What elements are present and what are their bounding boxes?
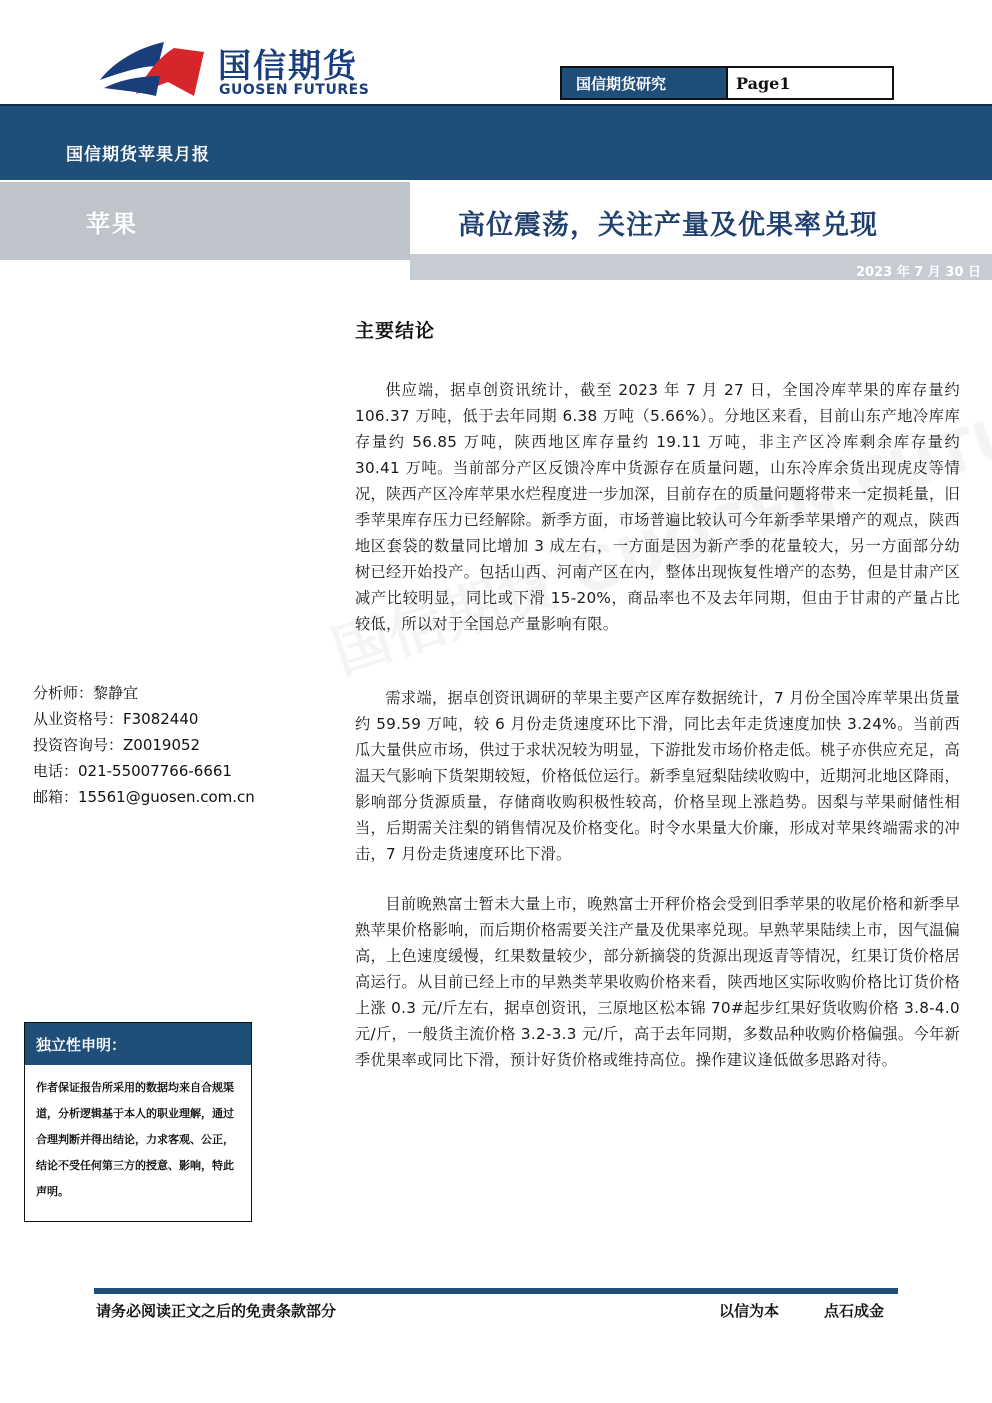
analyst-qualification: 从业资格号：F3082440 bbox=[33, 710, 199, 728]
footer-disclaimer: 请务必阅读正文之后的免责条款部分 bbox=[96, 1302, 337, 1320]
footer-slogan-1: 以信为本 bbox=[719, 1302, 780, 1320]
logo-english-name: GUOSEN FUTURES bbox=[219, 82, 370, 98]
section-heading: 主要结论 bbox=[355, 320, 436, 342]
independence-title: 独立性申明： bbox=[36, 1036, 127, 1054]
paragraph-supply: 供应端，据卓创资讯统计，截至 2023 年 7 月 27 日，全国冷库苹果的库存量约 106.37 万吨，低于去年同期 6.38 万吨（5.66%）。分地区来看，目前山东产地冷库库存量约 56.85 万吨，陕西地区库存量约 19.11 万吨，非主产区冷库剩余库存量约 30.41 万吨。当前部分产区反馈冷库中货源存在质量问题，山东冷库余货出现虎皮等情况，陕西产区冷库苹果水烂程度进一步加深，目前存在的质量问题将带来一定损耗量，旧季苹果库存压力已经解除。新季方面，市场普遍比较认可今年新季苹果增产的观点，陕西地区套袋的数量同比增加 3 成左右，一方面是因为新产季的花量较大，另一方面部分幼树已经开始投产。包括山西、河南产区在内，整体出现恢复性增产的态势，但是甘肃产区减产比较明显，同比或下滑 15-20%，商品率也不及去年同期，但由于甘肃的产量占比较低，所以对于全国总产量影响有限。 bbox=[355, 381, 960, 633]
analyst-name: 分析师：黎静宜 bbox=[33, 684, 139, 702]
analyst-email[interactable]: 邮箱：15561@guosen.com.cn bbox=[33, 788, 255, 806]
report-name: 国信期货苹果月报 bbox=[66, 145, 210, 165]
meta-box bbox=[560, 66, 894, 100]
page-number: 1 bbox=[779, 73, 791, 93]
paragraph-outlook: 目前晚熟富士暂未大量上市，晚熟富士开秤价格会受到旧季苹果的收尾价格和新季早熟苹果价格影响，而后期价格需要关注产量及优果率兑现。早熟苹果陆续上市，因气温偏高，上色速度缓慢，红果数量较少，部分新摘袋的货源出现返青等情况，红果订货价格居高运行。从目前已经上市的早熟类苹果收购价格来看，陕西地区实际收购价格比订货价格上涨 0.3 元/斤左右，据卓创资讯，三原地区松本锦 70#起步红果好货收购价格 3.8-4.0 元/斤，一般货主流价格 3.2-3.3 元/斤，高于去年同期，多数品种收购价格偏强。今年新季优果率或同比下滑，预计好货价格或维持高位。操作建议逢低做多思路对待。 bbox=[355, 895, 960, 1069]
paragraph-demand: 需求端，据卓创资讯调研的苹果主要产区库存数据统计，7 月份全国冷库苹果出货量约 59.59 万吨，较 6 月份走货速度环比下滑，同比去年走货速度加快 3.24%。当前西瓜大量供应市场，供过于求状况较为明显，下游批发市场价格走低。桃子亦供应充足，高温天气影响下货架期较短，价格低位运行。新季皇冠梨陆续收购中，近期河北地区降雨，影响部分货源质量，存储商收购积极性较高，价格呈现上涨趋势。因梨与苹果耐储性相当，后期需关注梨的销售情况及价格变化。时令水果量大价廉，形成对苹果终端需求的冲击，7 月份走货速度环比下滑。 bbox=[355, 689, 960, 863]
page-title: 高位震荡，关注产量及优果率兑现 bbox=[458, 210, 878, 241]
page-label: Page bbox=[736, 73, 780, 93]
footer-rule bbox=[94, 1288, 898, 1294]
footer-slogan-2: 点石成金 bbox=[824, 1302, 885, 1320]
analyst-info bbox=[33, 680, 255, 810]
research-label: 国信期货研究 bbox=[562, 68, 728, 98]
logo-chinese-name: 国信期货 bbox=[218, 46, 358, 85]
report-date: 2023 年 7 月 30 日 bbox=[856, 265, 981, 280]
page-indicator bbox=[728, 68, 892, 98]
category-label: 苹果 bbox=[86, 210, 138, 238]
independence-text: 作者保证报告所采用的数据均来自合规渠道，分析逻辑基于本人的职业理解，通过合理判断并得出结论，力求客观、公正，结论不受任何第三方的授意、影响，特此声明。 bbox=[36, 1081, 234, 1198]
guosen-logo-icon bbox=[96, 36, 208, 102]
analyst-phone: 电话：021-55007766-6661 bbox=[33, 762, 232, 780]
analyst-consult-number: 投资咨询号：Z0019052 bbox=[33, 736, 201, 754]
